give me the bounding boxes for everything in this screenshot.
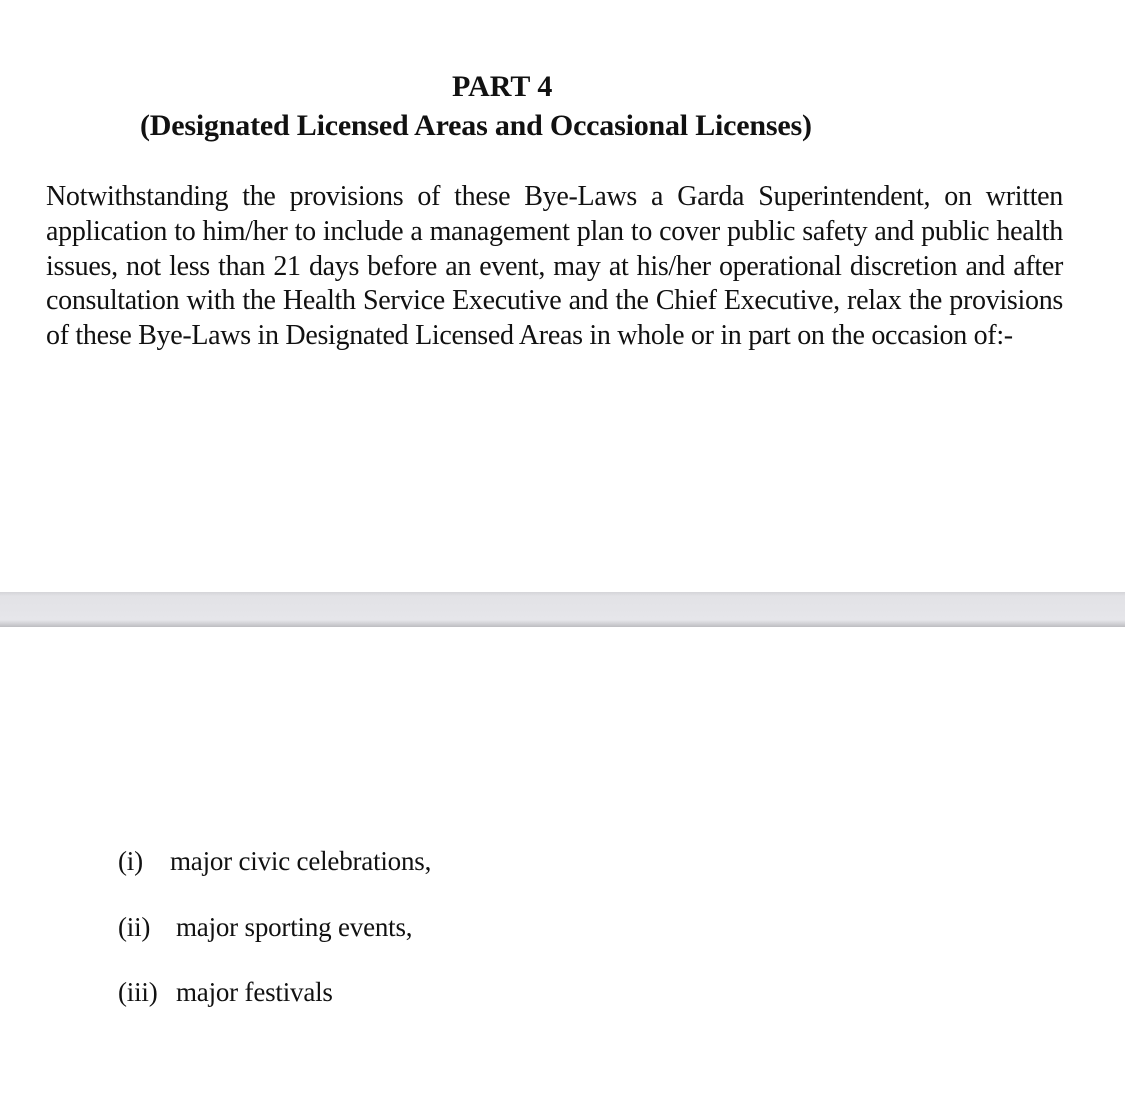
list-item-civic-celebrations <box>118 845 431 877</box>
list-item-text: major festivals <box>176 977 333 1007</box>
part-heading: PART 4 <box>452 70 553 103</box>
list-item-festivals <box>118 976 333 1008</box>
list-item-text: major sporting events, <box>176 912 413 942</box>
list-item-text: major civic celebrations, <box>170 846 432 876</box>
document-page-lower <box>0 627 1125 1097</box>
list-item-sporting-events <box>118 911 412 943</box>
list-marker: (ii) <box>118 912 151 942</box>
list-marker: (iii) <box>118 977 158 1007</box>
page-break-divider <box>0 592 1125 627</box>
part-subheading: (Designated Licensed Areas and Occasional Licenses) <box>140 109 812 142</box>
list-marker: (i) <box>118 846 143 876</box>
body-paragraph: Notwithstanding the provisions of these Bye-Laws a Garda Superintendent, on written application to him/her to include a management plan to cover public safety and public health issues, not less than 21 days before an event, may at his/her operational discretion and after consultation with the Health Service Executive and the Chief Executive, relax the provisions of these Bye-Laws in Designated Licensed Areas in whole or in part on the occasion of:- <box>46 181 1063 352</box>
